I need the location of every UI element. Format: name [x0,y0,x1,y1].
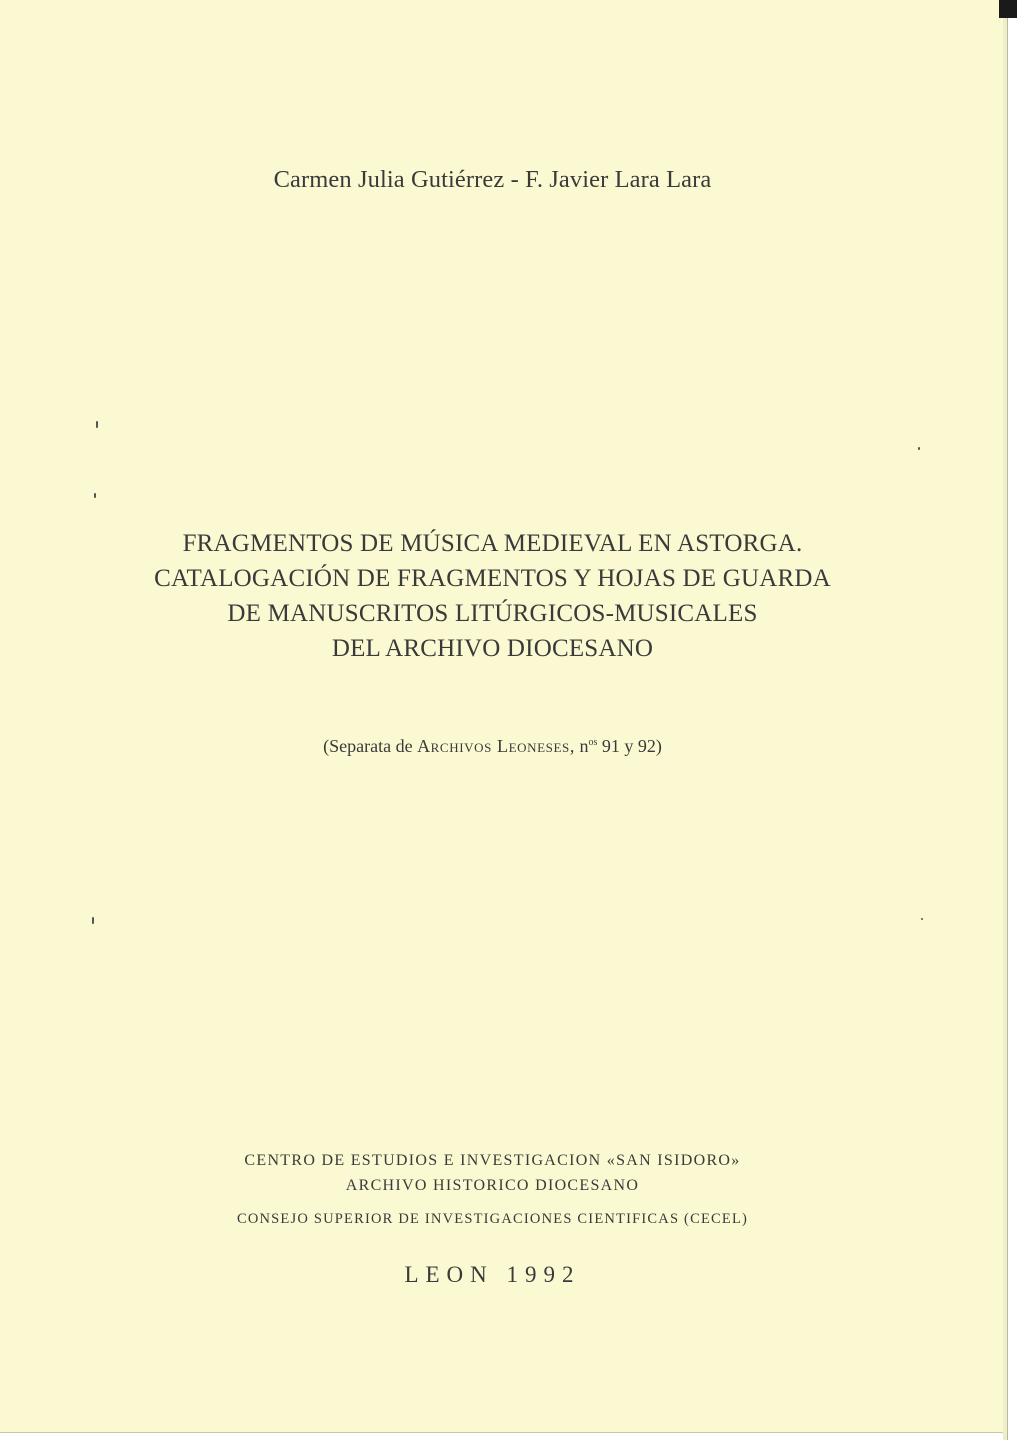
corner-mark [999,0,1017,18]
scan-speck [921,918,923,920]
publisher-line-2: ARCHIVO HISTORICO DIOCESANO [345,1177,640,1194]
authors: Carmen Julia Gutiérrez - F. Javier Lara Lara [273,166,712,193]
title-line-3: DE MANUSCRITOS LITÚRGICOS-MUSICALES [227,600,758,627]
place-and-year: LEON 1992 [404,1262,581,1287]
separata-prefix: (Separata de [323,736,418,756]
publisher-line-1: CENTRO DE ESTUDIOS E INVESTIGACION «SAN ISIDORO» [244,1152,741,1169]
title-line-2: CATALOGACIÓN DE FRAGMENTOS Y HOJAS DE GUARDA [154,565,831,592]
number-label: n [574,736,589,756]
scan-speck [94,493,96,498]
book-title [0,526,985,666]
issue-numbers: 91 y 92) [597,736,662,756]
journal-name: Archivos Leoneses, [417,736,575,756]
separata-note [0,736,985,757]
number-superscript: os [588,737,598,748]
title-line-4: DEL ARCHIVO DIOCESANO [331,635,654,662]
scan-speck [96,421,98,428]
scan-speck [92,917,94,924]
title-line-1: FRAGMENTOS DE MÚSICA MEDIEVAL EN ASTORGA. [182,530,803,557]
publisher-line-3: CONSEJO SUPERIOR DE INVESTIGACIONES CIENTIFICAS (CECEL) [236,1211,749,1227]
page-edge [1003,0,1008,1440]
scan-speck [918,447,920,450]
